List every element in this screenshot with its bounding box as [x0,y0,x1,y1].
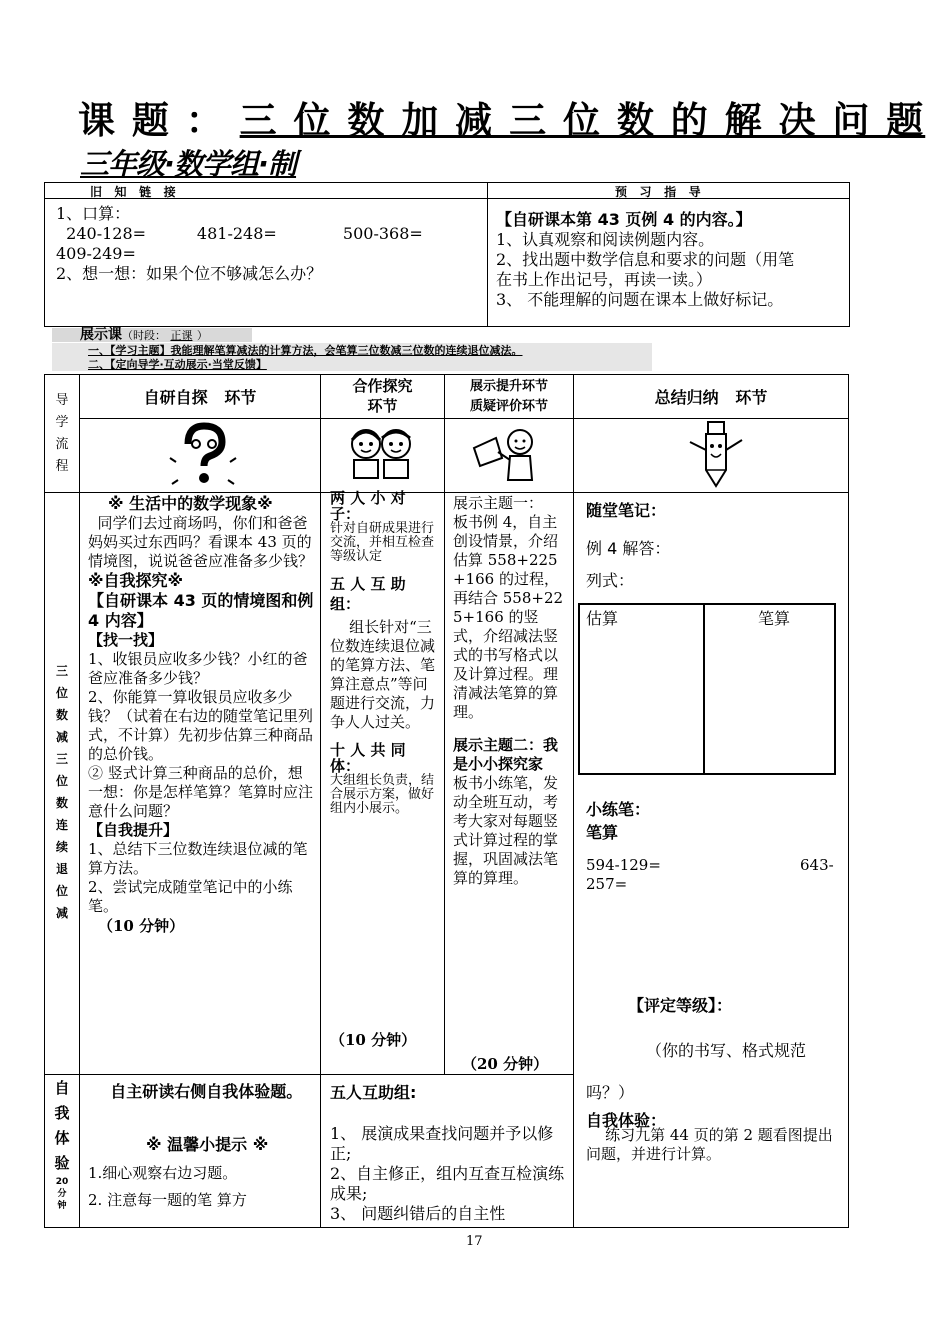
improve-text: 1、总结下三位数连续退位减的笔算方法。 2、尝试完成随堂笔记中的小练笔。 [88,840,308,915]
presenter-boy-icon [470,424,550,484]
title-main: 三 位 数 加 减 三 位 数 的 解 决 问 题 [239,99,926,142]
grade-text: （你的书写、格式规范吗？） [586,1041,807,1102]
practice-problem-1: 594-129= [586,856,661,874]
practice-title: 小练笔： [586,800,651,819]
warm-tip-title: ※ 温馨小提示 ※ [146,1135,269,1154]
life-math-intro: 同学们去过商场吗，你们和爸爸妈妈买过东西吗？看课本 43 页的情境图，说说爸爸应准备多少钱？ [88,514,314,570]
question-mark-character-icon [168,422,238,488]
oral-calc-label: 1、口算： [56,204,131,223]
preview-step-3: 3、 不能理解的问题在课本上做好标记。 [496,290,784,309]
preview-step-2: 2、找出题中数学信息和要求的问题（用笔 [496,250,795,269]
subtitle-text: 三年级·数学组·制 [80,147,297,181]
pair-title: 两 人 小 对 子： [330,489,406,523]
five-group-bottom-text: 1、 展演成果查找问题并予以修正; 2、自主修正，组内互查互检演练成果; 3、 问题纠错后的自主性 [330,1124,565,1223]
header-display: 展示提升环节 质疑评价环节 [469,379,548,414]
practice-problem-2: 643- [800,856,834,874]
five-group-bottom-title: 五人互助组: [330,1083,417,1102]
self-experience-title: 自我体验： [586,1111,667,1130]
written-calc-label: 笔算 [758,609,791,628]
topic2-text: 板书小练笔，发动全班互动，考考大家对每题竖式计算过程的掌握，巩固减法笔算的算理。 [453,774,559,887]
oral-calc-line-2: 409-249= [56,244,136,263]
example-answer: 例 4 解答： [586,539,671,558]
subtitle [80,146,296,182]
ten-group-title: 十 人 共 同 体： [330,741,406,775]
preview-step-2b: 在书上作出记号，再读一读。） [496,270,713,289]
period-end: ） [196,329,208,342]
five-group-text: 组长针对“三位数连续退位减的笔算方法、笔算注意点”等问题进行交流，力争人人过关。 [330,618,436,731]
display-class-title: 展示课 [80,327,122,343]
label-char-3: 体 [54,1129,70,1147]
oral-calc-line: 240-128= 481-248= 500-368= [56,224,423,243]
explore-heading: ※自我探究※ [88,571,184,590]
self-experience-label [46,1076,78,1212]
topic-vertical-label: 三 位 数 减 三 位 数 连 续 退 位 减 [55,664,68,920]
period-label: （时段： [122,329,166,342]
label-char-4: 验 [54,1154,70,1172]
think-question: 2、想一想：如果个位不够减怎么办？ [56,264,323,283]
old-knowledge-content [56,204,481,284]
warm-tip-text: 1.细心观察右边习题。 2. 注意每一题的笔 算方 [88,1164,247,1209]
five-group-title: 五 人 互 助 组： [330,575,406,613]
grade-title: 【评定等级】： [628,996,733,1015]
practice-problem-2-cont: 257= [586,875,628,893]
header-cooperation: 合作探究 环节 [352,377,413,415]
find-text: 1、收银员应收多少钱？小红的爸爸应准备多少钱？ 2、你能算一算收银员应收多少钱？（试着在右边的随堂笔记里列式，不计算）先初步估算三种商品的总价钱。 ② 竖式计算三种商品的总价，想一想：你是怎样笔算？笔算时应注意什么问题？ [88,650,314,820]
preview-step-1: 1、认真观察和阅读例题内容。 [496,230,715,249]
label-char-2: 我 [54,1104,70,1122]
formula-label: 列式： [586,571,635,590]
cooperation-time: （10 分钟） [330,1031,417,1049]
topic2-title: 展示主题二：我是小小探究家 [453,736,559,773]
practice-sub: 笔算 [586,823,619,842]
header-summary: 总结归纳 环节 [654,388,768,407]
lesson-title [78,98,926,144]
display-content [453,494,567,888]
period-value: 正课 [170,329,193,342]
estimate-label: 估算 [586,609,619,628]
improve-heading: 【自我提升】 [88,821,179,839]
self-study-time: （10 分钟） [98,917,185,935]
explore-sub: 【自研课本 43 页的情境图和例 4 内容】 [88,591,314,630]
life-math-heading: ※ 生活中的数学现象※ [108,494,273,513]
label-char-1: 自 [54,1079,70,1097]
find-heading: 【找一找】 [88,631,164,649]
self-read-text: 自主研读右侧自我体验题。 [88,1082,303,1101]
topic1-title: 展示主题一： [453,494,544,512]
guide-flow-label: 导 学 流 程 [55,393,69,474]
ten-group-text: 大组组长负责，结合展示方案，做好组内小展示。 [330,773,435,816]
class-notes-title: 随堂笔记： [586,501,667,520]
pair-text: 针对自研成果进行交流，并相互检查等级认定 [330,521,435,564]
label-time: 20 分 钟 [55,1177,69,1211]
old-knowledge-header: 旧 知 链 接 [90,185,176,199]
preview-guide-header: 预 习 指 导 [615,185,701,199]
self-study-content [88,494,314,936]
two-children-icon [342,422,422,482]
pencil-character-icon [680,420,750,490]
title-prefix: 课 题 ： [78,99,225,142]
preview-task: 【自研课本第 43 页例 4 的内容。】 [496,210,752,229]
cooperation-content [330,490,438,816]
guided-learning: 二、【定向导学·互动展示·当堂反馈】 [88,358,267,371]
display-time: （20 分钟） [462,1055,549,1073]
self-experience-text: 练习九第 44 页的第 2 题看图提出问题，并进行计算。 [586,1126,833,1163]
learning-theme: 一、【学习主题】我能理解笔算减法的计算方法，会笔算三位数减三位数的连续退位减法。 [88,344,523,357]
topic1-text: 板书例 4，自主创设情景，介绍估算 558+225+166 的过程，再结合 558+225+166 的竖式，介绍减法竖式的书写格式以及计算过程。理清减法笔算的算理。 [453,513,564,721]
page-number: 17 [466,1234,483,1249]
preview-guide-content [496,210,846,310]
header-self-study: 自研自探 环节 [143,388,257,407]
